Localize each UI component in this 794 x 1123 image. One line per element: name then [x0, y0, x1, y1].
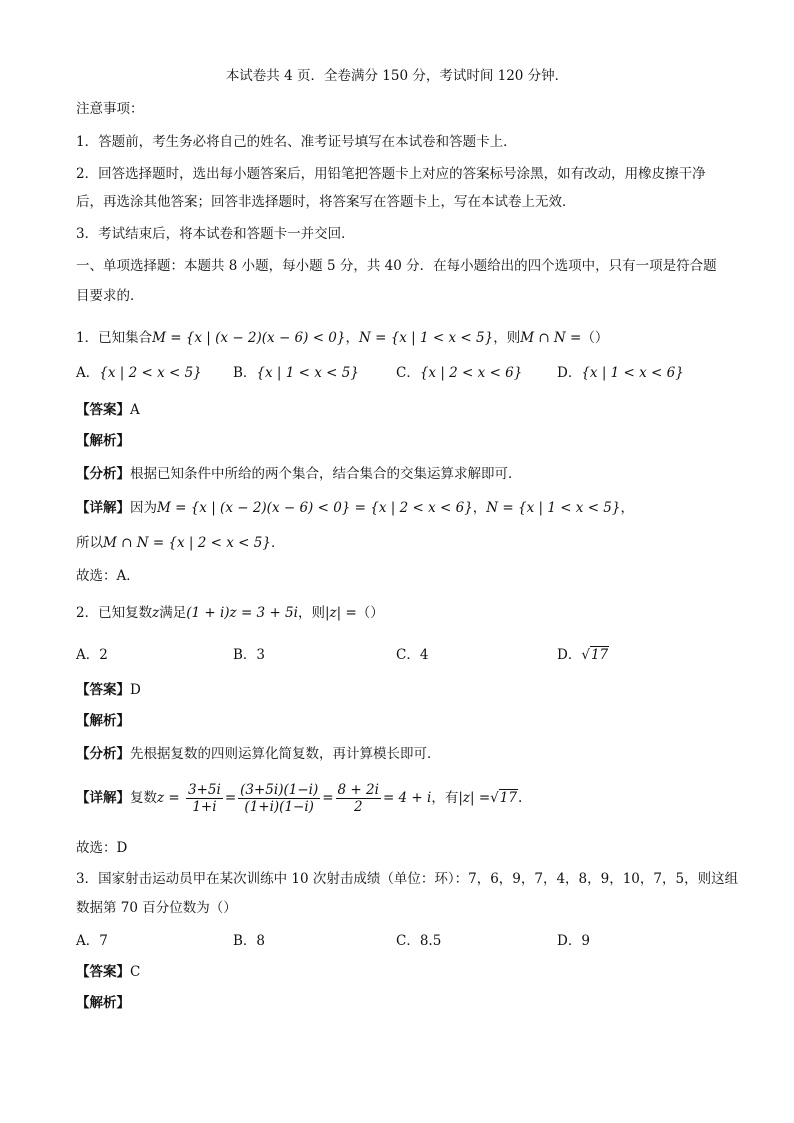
q3-option-a [76, 931, 108, 951]
q2-option-b [233, 645, 265, 665]
q1-answer [76, 400, 140, 420]
q1-detail-m: M = {x | (x − 2)(x − 6) < 0} = {x | 2 < x < 6} [157, 500, 473, 516]
q3-option-d-label: D． [557, 933, 582, 949]
q2-fraction-3-num: 8 + 2i [337, 782, 379, 798]
q2-stem-mid: 满足 [159, 605, 187, 621]
q2-end: . [517, 790, 523, 806]
q2-option-c-text: 4 [419, 647, 429, 663]
q3-option-b-label: B． [233, 933, 257, 949]
q3-option-a-label: A． [76, 933, 100, 949]
q1-option-a-text: {x | 2 < x < 5} [99, 365, 202, 381]
q2-var: z [152, 605, 160, 621]
q2-answer-value: D [130, 682, 141, 698]
q1-detail-prefix: 因为 [130, 500, 157, 516]
q1-detail-end: ， [620, 500, 634, 516]
q1-option-d-text: {x | 1 < x < 6} [581, 365, 684, 381]
q2-option-c [396, 645, 428, 665]
q2-option-a-text: 2 [99, 647, 108, 663]
q1-option-b-text: {x | 1 < x < 5} [256, 365, 359, 381]
q3-option-a-text: 7 [99, 933, 108, 949]
q1-detail-sep: ， [472, 500, 487, 516]
q2-option-d-label: D． [557, 647, 582, 663]
q3-option-c-label: C． [396, 933, 420, 949]
q2-analysis-text: 先根据复数的四则运算化简复数，再计算模长即可． [130, 746, 441, 762]
q1-detail-tag: 【详解】 [76, 500, 130, 516]
q1-answer-tag: 【答案】 [76, 402, 130, 418]
q2-analysis-tag: 【分析】 [76, 746, 130, 762]
q1-option-a [76, 363, 202, 383]
q2-option-a [76, 645, 108, 665]
q2-result: = 4 + i [382, 790, 432, 806]
q2-choose: 故选：D [76, 840, 128, 856]
q2-stem [76, 603, 384, 623]
q1-expr: M ∩ N = [520, 330, 582, 346]
q2-fraction-2-num: (3+5i)(1−i) [240, 782, 319, 798]
q1-option-d [557, 363, 684, 383]
exam-header: 本试卷共 4 页．全卷满分 150 分，考试时间 120 分钟． [225, 68, 569, 84]
q2-stem-prefix: 2．已知复数 [76, 605, 153, 621]
q2-fraction-2 [238, 782, 320, 815]
q1-set-m: M = {x | (x − 2)(x − 6) < 0} [152, 330, 346, 346]
q2-option-c-label: C． [396, 647, 420, 663]
q3-option-c [396, 931, 441, 951]
q2-z-eq: z = [157, 790, 180, 806]
q3-answer [76, 962, 140, 982]
q1-stem-prefix: 1．已知集合 [76, 330, 153, 346]
q2-sqrt-value: 17 [499, 790, 517, 806]
q1-stem-suffix: ，则 [493, 330, 521, 346]
q3-option-b [233, 931, 265, 951]
q2-blank: （） [356, 605, 384, 621]
q2-option-b-text: 3 [256, 647, 266, 663]
q1-blank: （） [581, 330, 609, 346]
q2-fraction-1-den: 1+i [192, 799, 217, 815]
q1-analysis [76, 464, 522, 484]
q1-detail [76, 498, 634, 518]
q1-option-b-label: B． [233, 365, 257, 381]
q2-fraction-3-den: 2 [353, 799, 363, 815]
q1-option-b [233, 363, 359, 383]
q2-sqrt: √17 [490, 790, 517, 806]
q1-detail-n: N = {x | 1 < x < 5} [486, 500, 621, 516]
q1-option-c [396, 363, 522, 383]
q1-so-expr: M ∩ N = {x | 2 < x < 5} [103, 535, 271, 551]
q3-stem: 3．国家射击运动员甲在某次训练中 10 次射击成绩（单位：环）：7，6，9，7，4，8，9，10，7，5，则这组 [76, 871, 739, 887]
q2-fraction-1 [186, 782, 223, 815]
q2-detail-tag: 【详解】 [76, 790, 130, 806]
q1-stem [76, 328, 608, 348]
q2-answer [76, 680, 141, 700]
q1-option-c-label: C． [396, 365, 420, 381]
q2-have: ，有 [431, 790, 459, 806]
q3-option-b-text: 8 [256, 933, 266, 949]
q2-option-a-label: A． [76, 647, 100, 663]
q1-so-end: ． [270, 535, 285, 551]
q1-so [76, 533, 284, 553]
q2-eq: (1 + i)z = 3 + 5i [186, 605, 298, 621]
notes-title: 注意事项： [76, 101, 144, 117]
q1-set-n: N = {x | 1 < x < 5} [358, 330, 494, 346]
q1-choose: 故选：A． [76, 568, 140, 584]
note-item-2: 2．回答选择题时，选出每小题答案后，用铅笔把答题卡上对应的答案标号涂黑，如有改动，用橡皮擦干净 [76, 166, 706, 182]
q2-eq-1: = [224, 790, 237, 806]
q1-option-d-label: D． [557, 365, 582, 381]
q2-option-b-label: B． [233, 647, 257, 663]
q2-answer-tag: 【答案】 [76, 682, 130, 698]
q2-analysis [76, 744, 441, 764]
note-item-2-cont: 后，再选涂其他答案；回答非选择题时，将答案写在答题卡上，写在本试卷上无效． [76, 194, 576, 210]
q3-jiexi: 【解析】 [76, 995, 130, 1011]
q3-option-c-text: 8.5 [419, 933, 442, 949]
section-heading: 一、单项选择题：本题共 8 小题，每小题 5 分，共 40 分．在每小题给出的四个选项中，只有一项是符合题 [76, 258, 717, 274]
q2-option-d-sqrt: √17 [581, 647, 609, 663]
note-item-3: 3．考试结束后，将本试卷和答题卡一并交回． [76, 226, 355, 242]
q1-answer-value: A [130, 402, 140, 418]
q2-detail-prefix: 复数 [130, 790, 157, 806]
q1-sep: ， [345, 330, 359, 346]
q2-fraction-1-num: 3+5i [188, 782, 221, 798]
q2-abs: |z| = [324, 605, 357, 621]
q2-stem-suffix: ，则 [297, 605, 325, 621]
q1-jiexi: 【解析】 [76, 433, 130, 449]
q2-eq-2: = [322, 790, 334, 806]
q2-fraction-2-den: (1+i)(1−i) [244, 799, 314, 815]
q3-answer-value: C [130, 964, 141, 980]
q3-answer-tag: 【答案】 [76, 964, 130, 980]
q1-option-c-text: {x | 2 < x < 6} [419, 365, 523, 381]
q1-analysis-tag: 【分析】 [76, 466, 130, 482]
q2-jiexi: 【解析】 [76, 713, 130, 729]
q2-abs-result: |z| = [458, 790, 491, 806]
q1-option-a-label: A． [76, 365, 100, 381]
q3-stem-cont: 数据第 70 百分位数为（） [76, 900, 237, 916]
q2-detail [76, 780, 522, 816]
note-item-1: 1．答题前，考生务必将自己的姓名、准考证号填写在本试卷和答题卡上． [76, 134, 517, 150]
q1-analysis-text: 根据已知条件中所给的两个集合，结合集合的交集运算求解即可． [130, 466, 522, 482]
q3-option-d [557, 931, 590, 951]
q2-option-d-text: 17 [590, 647, 609, 663]
section-heading-cont: 目要求的． [76, 288, 144, 304]
q2-fraction-3 [336, 782, 381, 815]
q3-option-d-text: 9 [581, 933, 590, 949]
q1-so-prefix: 所以 [76, 535, 103, 551]
q2-option-d [557, 645, 609, 665]
